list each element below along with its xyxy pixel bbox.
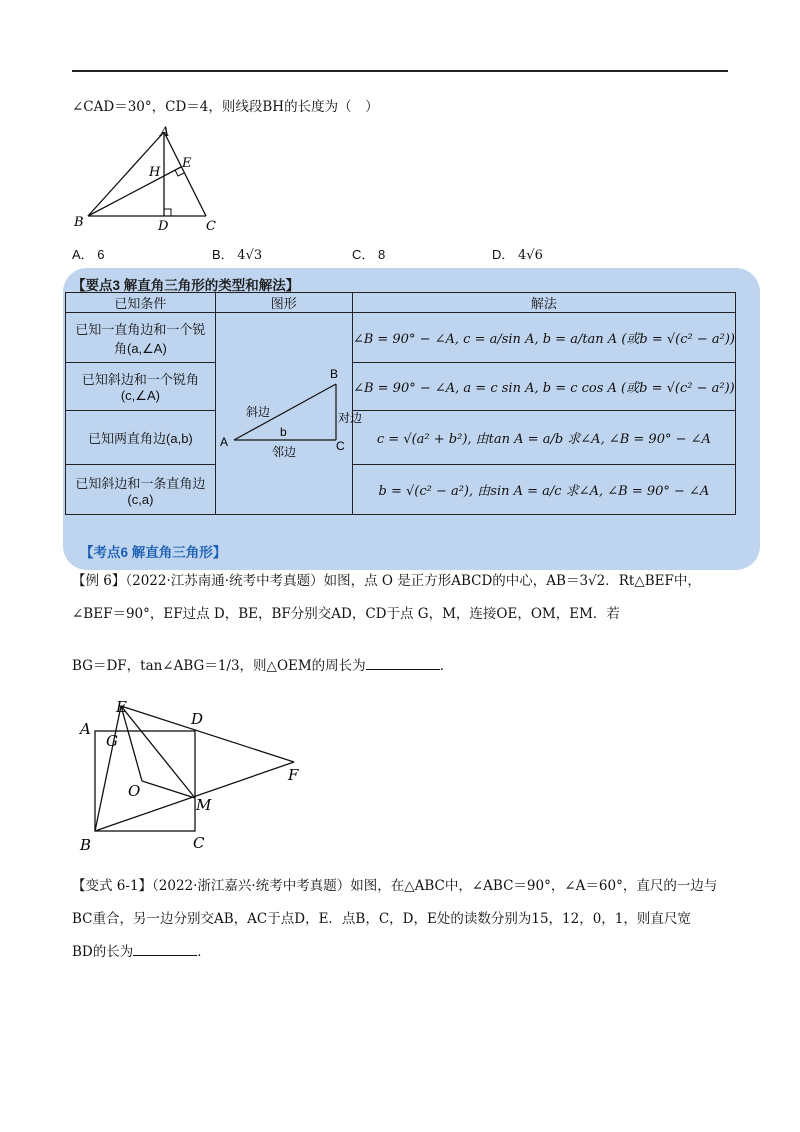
- header-method: 解法: [352, 293, 735, 313]
- header-rule: [72, 70, 728, 72]
- square-figure: [72, 692, 322, 862]
- label-B: B: [74, 215, 84, 230]
- fig3-label-F: F: [288, 766, 299, 784]
- triangle-figure-1: [66, 122, 226, 234]
- variant-line3: BD的长为 ．: [72, 944, 211, 960]
- variant-line1: 【变式 6-1】（2022·浙江嘉兴·统考中考真题）如图，在△ABC中，∠ABC＝90°，∠A＝60°，直尺的一边与: [72, 878, 718, 894]
- fig3-label-A: A: [80, 720, 91, 738]
- variant-line2: BC重合，另一边分别交AB，AC于点D，E．点B，C，D，E处的读数分别为15，12，0，1，则直尺宽: [72, 911, 691, 927]
- fig2-label-A: A: [219, 435, 228, 449]
- fig2-label-adj: 邻边: [271, 445, 296, 459]
- example6-line1: 【例 6】（2022·江苏南通·统考中考真题）如图，点 O 是正方形ABCD的中心，AB＝3√2．Rt△BEF中，: [72, 573, 701, 589]
- label-A: A: [160, 125, 170, 140]
- fig3-label-E: E: [116, 698, 127, 716]
- method-cell: c = √(a² + b²), 由tan A = a/b 求∠A, ∠B = 90° − ∠A: [352, 411, 735, 465]
- label-E: E: [182, 156, 192, 171]
- label-H: H: [149, 165, 161, 180]
- answer-blank[interactable]: [133, 942, 197, 956]
- question-stem: ∠CAD＝30°，CD＝4，则线段BH的长度为（ ）: [72, 99, 379, 115]
- condition-cell: 已知斜边和一个锐角 (c,∠A): [66, 363, 216, 411]
- example6-line2: ∠BEF＝90°，EF过点 D，BE，BF分别交AD，CD于点 G，M，连接OE，OM，EM．若: [72, 606, 620, 622]
- label-D: D: [158, 219, 169, 234]
- key-point-title: 【要点3 解直角三角形的类型和解法】: [72, 278, 300, 293]
- method-cell: b = √(c² − a²), 由sin A = a/c 求∠A, ∠B = 90° − ∠A: [352, 465, 735, 515]
- option-d[interactable]: D． 4√6: [492, 247, 543, 263]
- fig2-label-C: C: [335, 439, 345, 453]
- answer-blank[interactable]: [366, 656, 440, 670]
- solution-table: [65, 292, 736, 514]
- condition-cell: 已知斜边和一条直角边 (c,a): [66, 465, 216, 515]
- fig3-label-B: B: [80, 836, 92, 854]
- header-condition: 已知条件: [66, 293, 216, 313]
- option-c[interactable]: C． 8: [352, 247, 386, 262]
- fig2-label-B: B: [329, 367, 338, 381]
- method-cell: ∠B = 90° − ∠A, a = c sin A, b = c cos A (或b = √(c² − a²)): [352, 363, 735, 411]
- fig2-label-opp: 对边: [337, 411, 362, 425]
- fig3-label-C: C: [193, 834, 205, 852]
- fig2-label-b: b: [279, 425, 287, 439]
- fig3-label-G: G: [106, 732, 118, 750]
- condition-cell: 已知两直角边(a,b): [66, 411, 216, 465]
- header-figure: 图形: [215, 293, 352, 313]
- fig3-label-D: D: [191, 710, 204, 728]
- fig3-label-O: O: [128, 782, 141, 800]
- method-cell: ∠B = 90° − ∠A, c = a/sin A, b = a/tan A (或b = √(c² − a²)): [352, 313, 735, 363]
- option-b[interactable]: B． 4√3: [212, 247, 263, 263]
- figure-cell: [215, 313, 362, 515]
- fig3-label-M: M: [196, 796, 212, 814]
- fig2-label-hyp: 斜边: [245, 405, 270, 419]
- right-triangle-figure: [216, 362, 362, 462]
- section-heading: 【考点6 解直角三角形】: [80, 545, 227, 560]
- condition-cell: 已知一直角边和一个锐 角(a,∠A): [66, 313, 216, 363]
- example6-line3: BG＝DF，tan∠ABG＝1/3，则△OEM的周长为 ．: [72, 658, 454, 674]
- label-C: C: [206, 219, 216, 234]
- option-a[interactable]: A． 6: [72, 247, 105, 262]
